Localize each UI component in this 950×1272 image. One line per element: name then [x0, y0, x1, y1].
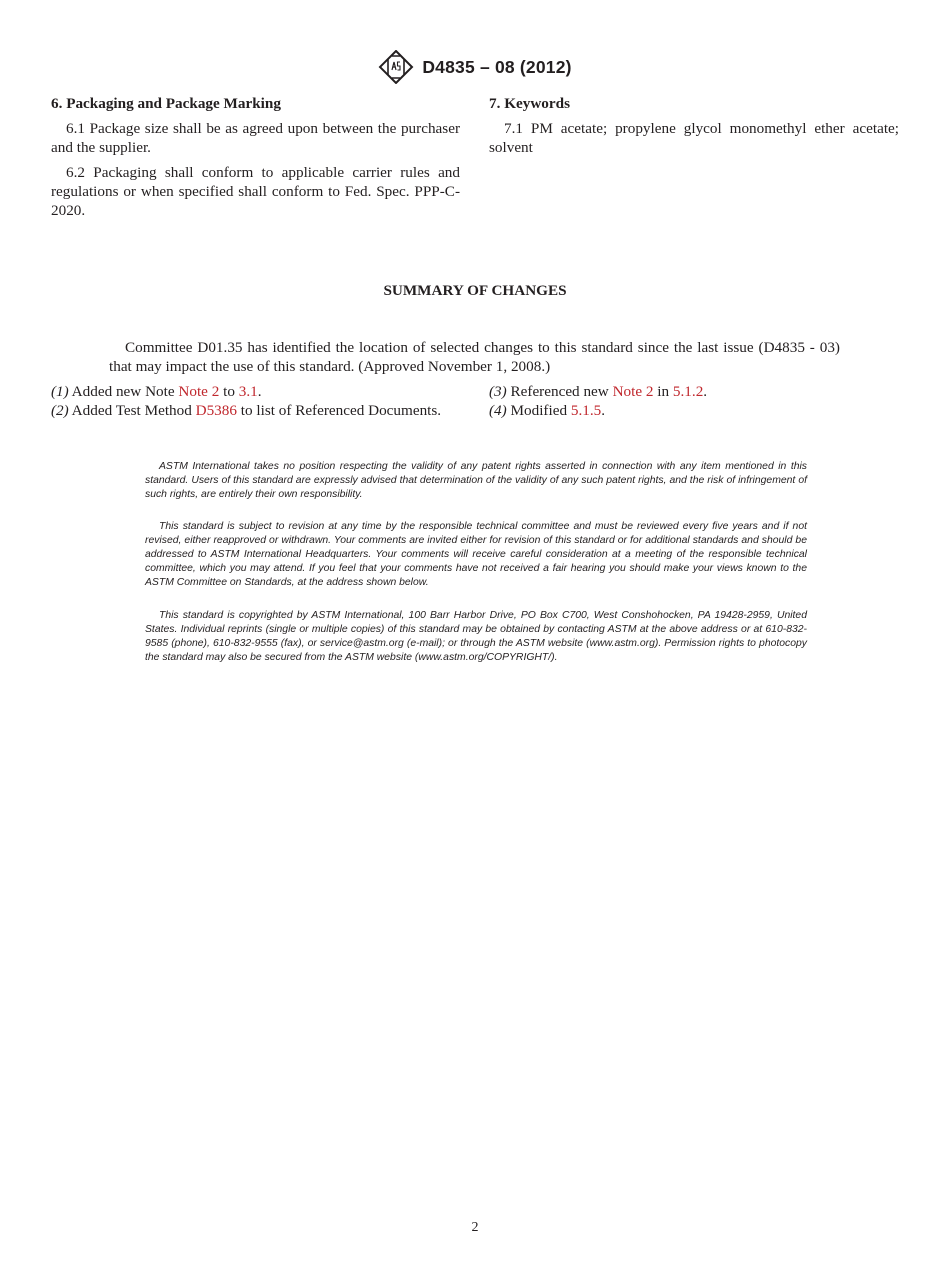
patent-rights-notice: ASTM International takes no position respecting the validity of any patent rights asserted in connection with any item mentioned in this standard. Users of this standard are expressly advised that determination of the validity of any such patent rights, and the risk of infringement of such rights, are entirely their own responsibility. — [145, 461, 807, 500]
changes-left-column — [51, 382, 460, 420]
change-text: to list of Referenced Documents. — [236, 402, 442, 419]
section-7-heading: 7. Keywords — [489, 95, 570, 112]
change-text: . — [601, 402, 606, 419]
d5386-link[interactable]: D5386 — [195, 402, 237, 419]
right-column — [489, 94, 899, 163]
change-item — [51, 382, 460, 401]
summary-intro: Committee D01.35 has identified the location of selected changes to this standard since the last issue (D4835 - 03) that may impact the use of this standard. (Approved November 1, 2008.) — [109, 339, 840, 376]
paragraph-6-2: 6.2 Packaging shall conform to applicable carrier rules and regulations or when specified shall conform to Fed. Spec. PPP-C-2020. — [51, 164, 460, 219]
page-header — [0, 50, 950, 84]
paragraph-7-1: 7.1 PM acetate; propylene glycol monomethyl ether acetate; solvent — [489, 120, 899, 156]
astm-logo — [378, 50, 414, 84]
section-3-1-link[interactable]: 3.1 — [238, 383, 258, 400]
change-item — [489, 401, 899, 420]
note-2-link[interactable]: Note 2 — [612, 383, 654, 400]
change-item — [489, 382, 899, 401]
change-text: Referenced new — [506, 383, 613, 400]
revision-notice: This standard is subject to revision at any time by the responsible technical committee and must be reviewed every five years and if not revised, either reapproved or withdrawn. Your comments are invited either for revision of this standard or for additional standards and should be addressed to ASTM International Headquarters. Your comments will receive careful consideration at a meeting of the responsible technical committee, which you may attend. If you feel that your comments have not received a fair hearing you should make your views known to the ASTM Committee on Standards, at the address shown below. — [145, 521, 807, 588]
summary-of-changes-title: SUMMARY OF CHANGES — [383, 282, 567, 299]
change-text: . — [703, 383, 708, 400]
section-5-1-2-link[interactable]: 5.1.2 — [672, 383, 704, 400]
change-text: Added Test Method — [68, 402, 196, 419]
copyright-notice: This standard is copyrighted by ASTM International, 100 Barr Harbor Drive, PO Box C700, West Conshohocken, PA 19428-2959, United States. Individual reprints (single or multiple copies) of this standard may be obtained by contacting ASTM at the above address or at 610-832-9585 (phone), 610-832-9555 (fax), or service@astm.org (e-mail); or through the ASTM website (www.astm.org). Permission rights to photocopy the standard may also be secured from the ASTM website (www.astm.org/COPYRIGHT/). — [145, 610, 807, 663]
left-column — [51, 94, 460, 226]
change-text: to — [219, 383, 239, 400]
page-number: 2 — [471, 1220, 479, 1235]
standard-designation: D4835 – 08 (2012) — [422, 56, 572, 77]
change-number: (2) — [51, 402, 69, 419]
change-text: in — [653, 383, 673, 400]
change-text: Added new Note — [68, 383, 179, 400]
changes-right-column — [489, 382, 899, 420]
section-6-heading: 6. Packaging and Package Marking — [51, 95, 281, 112]
change-number: (1) — [51, 383, 69, 400]
change-number: (4) — [489, 402, 507, 419]
section-5-1-5-link[interactable]: 5.1.5 — [570, 402, 602, 419]
change-number: (3) — [489, 383, 507, 400]
change-item — [51, 401, 460, 420]
note-2-link[interactable]: Note 2 — [178, 383, 220, 400]
change-text: Modified — [506, 402, 571, 419]
paragraph-6-1: 6.1 Package size shall be as agreed upon between the purchaser and the supplier. — [51, 120, 460, 156]
change-text: . — [257, 383, 262, 400]
